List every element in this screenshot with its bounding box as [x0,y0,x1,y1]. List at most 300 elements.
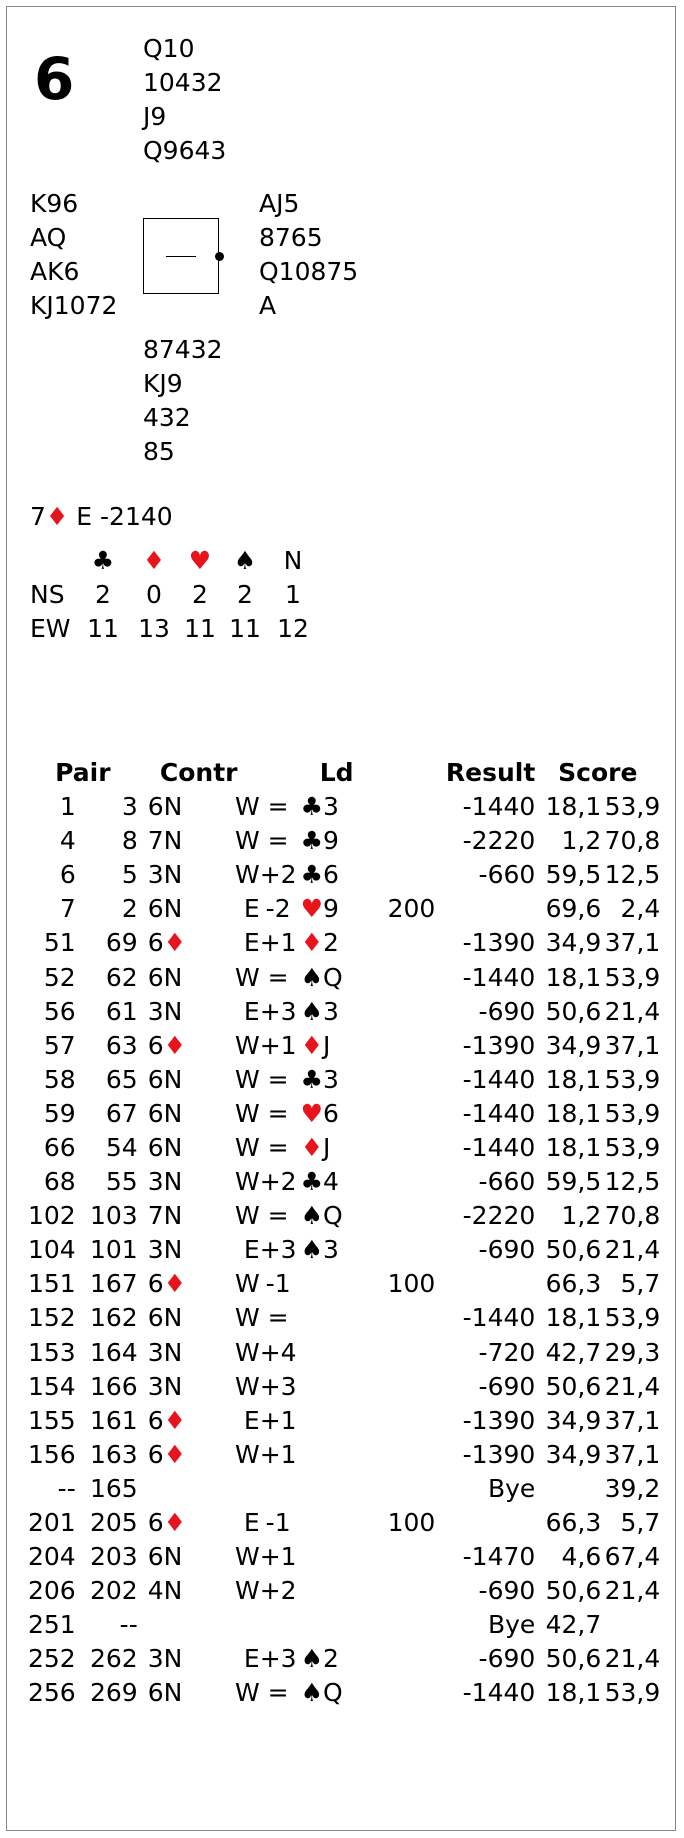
results-row [28,1472,660,1506]
tricks-row [30,612,319,646]
declarer: W [234,1371,260,1401]
tricks-corner [30,544,75,578]
diamond-icon: ♦ [163,1405,187,1435]
declarer: W [234,1064,260,1094]
pair-ns: 59 [43,1098,76,1128]
declarer: E [243,1644,260,1674]
points-ns: 34,9 [545,1405,602,1435]
tricks-result: -1 [265,1508,291,1538]
opening-lead: ♣4 [300,1167,339,1197]
points-ns: 18,1 [545,1064,602,1094]
pair-ns: 152 [28,1303,76,1333]
pair-ns: 7 [59,894,76,924]
points-ew: 70,8 [604,1201,661,1231]
score-ew [435,1267,535,1301]
points-ns: 18,1 [545,1678,602,1708]
points-ns: 50,6 [545,1371,602,1401]
points-ns: 1,2 [561,1201,602,1231]
results-row [28,995,660,1029]
declarer: W [234,962,260,992]
declarer: W [234,1269,260,1299]
results-row [28,1267,660,1301]
score-ns [354,1370,436,1404]
declarer: W [234,1576,260,1606]
west-clubs: KJ1072 [30,291,118,320]
pair-ns: 4 [59,826,76,856]
score-ew [435,1506,535,1540]
score-ns [354,1404,436,1438]
results-row [28,1301,660,1335]
score-ew: -720 [478,1337,536,1367]
contract: 3N [147,1644,183,1674]
score-ns [354,790,436,824]
south-hearts: KJ9 [143,369,183,398]
declarer: W [234,860,260,890]
tricks-result: = [267,826,289,856]
score-ns [354,824,436,858]
compass-box [143,218,219,294]
tricks-strain-header: ♦ [142,546,166,575]
opening-lead [297,1472,354,1506]
points-ew: 53,9 [604,1678,661,1708]
points-ew: 70,8 [604,826,661,856]
pair-ns: 104 [28,1235,76,1265]
pair-ew: 161 [90,1405,138,1435]
south-hand [143,333,223,469]
opening-lead: ♦J [300,1132,331,1162]
pair-ew: 166 [90,1371,138,1401]
score-ew: -1440 [462,1098,536,1128]
score-ew [435,892,535,926]
tricks-header-row [30,544,319,578]
tricks-strain-header: ♥ [188,546,212,575]
score-ns [354,1165,436,1199]
north-spades: Q10 [143,34,195,63]
contract: 3N [147,996,183,1026]
score-ns [354,1301,436,1335]
declarer [220,1472,260,1506]
declarer: W [234,826,260,856]
contract: 6♦ [147,1405,187,1435]
south-spades: 87432 [143,335,223,364]
tricks-result: = [267,1132,289,1162]
contract: 3N [147,1167,183,1197]
opening-lead [297,1438,354,1472]
tricks-result [260,1608,297,1642]
pair-ew: -- [119,1610,138,1640]
south-clubs: 85 [143,437,175,466]
declarer: W [234,1439,260,1469]
points-ns: 50,6 [545,1644,602,1674]
tricks-result: = [267,1303,289,1333]
results-row [28,1438,660,1472]
score-ew: -690 [478,1371,536,1401]
score-ew: -1440 [462,792,536,822]
opening-lead [297,1404,354,1438]
score-ew: -1390 [462,1405,536,1435]
score-ew: -2220 [462,1201,536,1231]
tricks-result: +2 [259,860,297,890]
score-ew: -660 [478,860,536,890]
points-ns: 34,9 [545,1439,602,1469]
points-ns: 59,5 [545,1167,602,1197]
score-ew: -1440 [462,962,536,992]
declarer: W [234,1337,260,1367]
tricks-count: 2 [192,580,208,609]
header-lead: Ld [319,758,354,787]
tricks-count: 11 [87,614,119,643]
tricks-count: 2 [237,580,253,609]
east-spades: AJ5 [259,189,300,218]
west-spades: K96 [30,189,79,218]
results-row [28,824,660,858]
contract: 6N [147,894,183,924]
score-ns [354,960,436,994]
points-ns: 18,1 [545,1303,602,1333]
declarer: W [234,1132,260,1162]
contract: 3N [147,1337,183,1367]
tricks-strain-header: ♠ [233,546,257,575]
points-ew: 29,3 [604,1337,661,1367]
opening-lead: ♦J [300,1030,331,1060]
tricks-result: +1 [259,1405,297,1435]
declarer: W [234,1167,260,1197]
tricks-result: = [267,962,289,992]
pair-ns: 52 [43,962,76,992]
points-ns: 69,6 [545,894,602,924]
tricks-result: +1 [259,1542,297,1572]
score-ns [354,1233,436,1267]
results-row [28,1336,660,1370]
pair-ns: 66 [43,1132,76,1162]
tricks-result: = [267,1064,289,1094]
points-ew: 2,4 [620,894,661,924]
points-ew: 53,9 [604,962,661,992]
points-ew: 37,1 [604,1439,661,1469]
declarer: W [234,1678,260,1708]
pair-ew: 63 [105,1030,138,1060]
results-row [28,790,660,824]
tricks-result: = [267,1678,289,1708]
contract: 6♦ [147,1030,187,1060]
points-ew: 21,4 [604,1576,661,1606]
pair-ew: 163 [90,1439,138,1469]
tricks-result: +3 [259,996,297,1026]
tricks-result: +4 [259,1337,297,1367]
points-ns: 66,3 [545,1269,602,1299]
results-row [28,1029,660,1063]
pair-ew: 8 [121,826,138,856]
pair-ns: 51 [43,928,76,958]
opening-lead [297,1608,354,1642]
points-ns: 50,6 [545,996,602,1026]
declarer: E [243,928,260,958]
contract: 6N [147,962,183,992]
declarer [220,1608,260,1642]
points-ew: 53,9 [604,1132,661,1162]
opening-lead: ♠Q [300,962,343,992]
pair-ew: 205 [90,1508,138,1538]
score-ew: -690 [478,1576,536,1606]
opening-lead: ♣6 [300,860,339,890]
opening-lead [297,1574,354,1608]
declarer: E [243,1235,260,1265]
score-ns [354,1438,436,1472]
contract: 6N [147,1542,183,1572]
tricks-result: +1 [259,1030,297,1060]
diamond-icon: ♦ [300,1030,323,1060]
north-hand [143,32,226,168]
opening-lead: ♥9 [300,894,339,924]
score-ew: -690 [478,1235,536,1265]
declarer: E [243,894,260,924]
tricks-result: = [267,1201,289,1231]
declarer: W [234,1098,260,1128]
tricks-result: -1 [265,1269,291,1299]
results-row [28,1165,660,1199]
score-ns: 200 [387,894,436,924]
tricks-row [30,578,319,612]
declarer: W [234,1030,260,1060]
opening-lead: ♠3 [300,1235,339,1265]
results-row [28,1199,660,1233]
points-ew [601,1608,660,1642]
declarer: W [234,1303,260,1333]
score-ns [354,1131,436,1165]
score-ew: -1440 [462,1678,536,1708]
score-ew: -1440 [462,1064,536,1094]
contract: 6♦ [147,928,187,958]
west-hand [30,187,117,323]
contract: 6N [147,1064,183,1094]
contract [138,1472,220,1506]
double-dummy-table [30,544,319,646]
contract: 6N [147,792,183,822]
pair-ns: 68 [43,1167,76,1197]
opening-lead [297,1301,354,1335]
results-row [28,1642,660,1676]
pair-ew: 62 [105,962,138,992]
declarer: E [243,1405,260,1435]
pair-ew: 3 [121,792,138,822]
pair-ew: 164 [90,1337,138,1367]
results-row [28,892,660,926]
results-row [28,1540,660,1574]
tricks-count: 0 [146,580,162,609]
tricks-count: 11 [184,614,216,643]
opening-lead: ♦2 [300,928,339,958]
pair-ns: 251 [28,1610,76,1640]
heart-icon: ♥ [300,1098,323,1128]
pair-ns: -- [57,1473,76,1503]
opening-lead [297,1370,354,1404]
pair-ns: 153 [28,1337,76,1367]
score-ew: -1390 [462,928,536,958]
diamond-icon: ♦ [163,1269,187,1299]
points-ew: 5,7 [620,1269,661,1299]
score-ns [354,1540,436,1574]
results-table [28,756,660,1711]
score-ns [354,1472,436,1506]
par-level: 7 [30,502,46,531]
tricks-result: = [267,792,289,822]
east-hearts: 8765 [259,223,323,252]
opening-lead [297,1267,354,1301]
points-ew: 21,4 [604,1644,661,1674]
points-ew: 53,9 [604,1098,661,1128]
west-hearts: AQ [30,223,67,252]
score-ns [354,1642,436,1676]
points-ns: 42,7 [545,1337,602,1367]
board-number: 6 [34,45,75,113]
opening-lead: ♠2 [300,1644,339,1674]
score-ew: -690 [478,1644,536,1674]
pair-ew: 202 [90,1576,138,1606]
tricks-strain-header: N [283,546,303,575]
pair-ew: 65 [105,1064,138,1094]
results-row [28,1608,660,1642]
points-ns: 34,9 [545,928,602,958]
tricks-side-label: NS [30,580,65,609]
score-ns [354,995,436,1029]
results-row [28,1404,660,1438]
results-row [28,858,660,892]
par-rest: E -2140 [68,502,173,531]
pair-ns: 206 [28,1576,76,1606]
points-ns: 66,3 [545,1508,602,1538]
pair-ns: 151 [28,1269,76,1299]
pair-ew: 67 [105,1098,138,1128]
contract: 6N [147,1132,183,1162]
points-ew: 37,1 [604,928,661,958]
pair-ew: 69 [105,928,138,958]
pair-ew: 167 [90,1269,138,1299]
north-diamonds: J9 [143,102,167,131]
score-ew: -690 [478,996,536,1026]
contract: 6♦ [147,1269,187,1299]
contract: 3N [147,1371,183,1401]
pair-ew: 162 [90,1303,138,1333]
pair-ns: 102 [28,1201,76,1231]
pair-ew: 269 [90,1678,138,1708]
diamond-icon: ♦ [163,1508,187,1538]
opening-lead: ♣3 [300,792,339,822]
north-clubs: Q9643 [143,136,227,165]
results-row [28,926,660,960]
pair-ew: 165 [90,1473,138,1503]
results-row [28,1063,660,1097]
score-ns [354,1608,436,1642]
tricks-count: 12 [277,614,309,643]
diamond-icon: ♦ [163,1439,187,1469]
pair-ns: 58 [43,1064,76,1094]
header-score: Score [558,758,638,787]
results-row [28,1676,660,1710]
pair-ns: 252 [28,1644,76,1674]
score-ns: 100 [387,1508,436,1538]
score-ns [354,1029,436,1063]
results-header-row [28,756,660,790]
pair-ns: 154 [28,1371,76,1401]
tricks-count: 11 [229,614,261,643]
points-ns [535,1472,601,1506]
opening-lead: ♣3 [300,1064,339,1094]
pair-ns: 6 [59,860,76,890]
points-ew: 53,9 [604,1064,661,1094]
pair-ns: 156 [28,1439,76,1469]
header-result: Result [445,758,536,787]
points-ew: 12,5 [604,1167,661,1197]
pair-ns: 57 [43,1030,76,1060]
score-ns [354,1574,436,1608]
header-contract: Contr [159,758,238,787]
points-ew: 53,9 [604,792,661,822]
results-row [28,1233,660,1267]
contract: 7N [147,826,183,856]
north-hearts: 10432 [143,68,223,97]
score-ew: -1440 [462,1132,536,1162]
results-row [28,1097,660,1131]
points-ns: 18,1 [545,1132,602,1162]
points-ew: 53,9 [604,1303,661,1333]
declarer: E [243,1508,260,1538]
contract: 6♦ [147,1439,187,1469]
dealer-indicator-icon [215,252,224,261]
contract: 3N [147,860,183,890]
diamond-icon: ♦ [300,928,323,958]
score-ew: Bye [487,1473,536,1503]
declarer: W [234,792,260,822]
west-diamonds: AK6 [30,257,80,286]
score-ew: -2220 [462,826,536,856]
pair-ew: 101 [90,1235,138,1265]
contract: 6♦ [147,1508,187,1538]
opening-lead: ♣9 [300,826,339,856]
score-ew: -1390 [462,1030,536,1060]
pair-ew: 55 [105,1167,138,1197]
tricks-result [260,1472,297,1506]
pair-ns: 256 [28,1678,76,1708]
points-ns: 1,2 [561,826,602,856]
points-ew: 37,1 [604,1030,661,1060]
points-ew: 67,4 [604,1542,661,1572]
points-ew: 21,4 [604,1235,661,1265]
tricks-result: +3 [259,1235,297,1265]
pair-ew: 262 [90,1644,138,1674]
points-ew: 21,4 [604,1371,661,1401]
contract: 6N [147,1678,183,1708]
results-row [28,1574,660,1608]
east-diamonds: Q10875 [259,257,359,286]
contract [138,1608,220,1642]
pair-ew: 54 [105,1132,138,1162]
tricks-strain-header: ♣ [91,546,115,575]
points-ns: 18,1 [545,962,602,992]
contract: 6N [147,1098,183,1128]
tricks-result: +3 [259,1371,297,1401]
score-ew: Bye [487,1610,536,1640]
contract: 7N [147,1201,183,1231]
tricks-count: 2 [95,580,111,609]
points-ns: 50,6 [545,1576,602,1606]
score-ns [354,1336,436,1370]
diamond-icon: ♦ [300,1132,323,1162]
score-ns [354,1676,436,1710]
points-ns: 4,6 [561,1542,602,1572]
heart-icon: ♥ [300,894,323,924]
pair-ns: 204 [28,1542,76,1572]
pair-ns: 201 [28,1508,76,1538]
